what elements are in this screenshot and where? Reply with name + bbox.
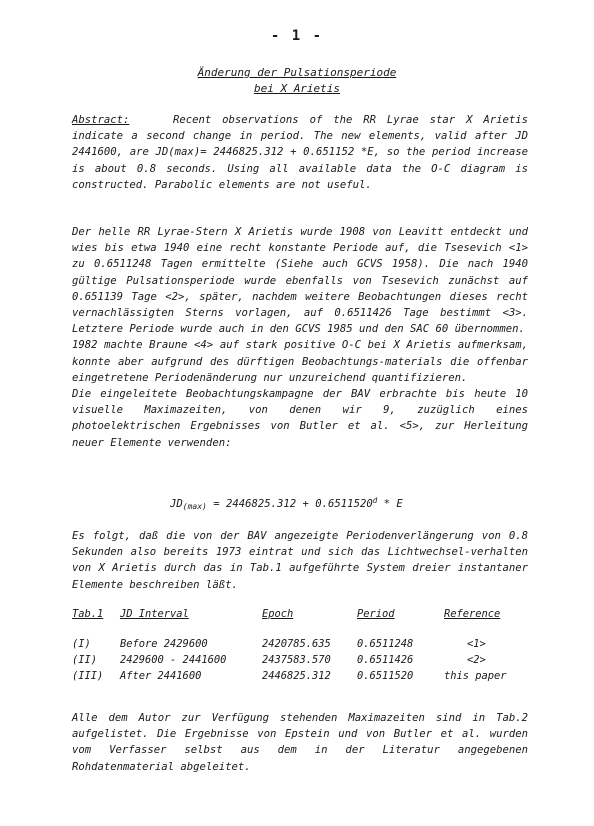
table-header-row <box>72 608 532 624</box>
table-cell: 2446825.312 <box>262 670 331 682</box>
page-number: - 1 - <box>270 28 324 44</box>
table-cell: After 2441600 <box>120 670 202 682</box>
body-paragraph-2: Es folgt, daß die von der BAV angezeigte Periodenverlängerung von 0.8 Sekunden also bereits 1973 eintrat und sich das Lichtwechsel-verhalten von X Arietis durch das in Tab.1 aufgeführte System dreier instantaner Elemente beschreiben läßt. <box>72 530 528 591</box>
paragraph-discovery: Der helle RR Lyrae-Stern X Arietis wurde 1908 von Leavitt entdeckt und wies bis etwa 1940 eine recht konstante Periode auf, die Tsesevich <1> zu 0.6511248 Tagen ermittelte (Siehe auch GCVS 1958). Die nach 1940 gültige Pulsationsperiode wurde ebenfalls von Tsesevich zunächst auf 0.651139 Tage <2>, später, nachdem weitere Beobachtungen dieses recht vernachlässigten Sterns vorlagen, auf 0.6511426 Tage bestimmt <3>. Letztere Periode wurde auch in den GCVS 1985 und den SAC 60 übernommen. <box>72 226 528 336</box>
formula-rhs: = 2446825.312 + 0.6511520 <box>213 498 373 510</box>
col-header-epoch: Epoch <box>262 608 294 620</box>
table-cell: 0.6511426 <box>357 654 414 666</box>
abstract-label: Abstract: <box>72 114 130 126</box>
table-cell: 2429600 - 2441600 <box>120 654 227 666</box>
abstract <box>72 112 528 193</box>
table-label: Tab.1 <box>72 608 104 620</box>
col-header-interval: JD Interval <box>120 608 189 620</box>
formula-tail: * E <box>383 498 403 510</box>
abstract-text: Recent observations of the RR Lyrae star X Arietis indicate a second change in period. The new elements, valid after JD 2441600, are JD(max)= 2446825.312 + 0.651152 *E, so the period increase is about 0.8 seconds. Using all available data the O-C diagram is constructed. Parabolic elements are not useful. <box>72 114 528 191</box>
body-paragraph-1 <box>72 224 528 451</box>
paragraph-braune: 1982 machte Braune <4> auf stark positive O-C bei X Arietis aufmerksam, konnte aber aufgrund des dürftigen Beobachtungs-materials die offenbar eingetretene Periodenänderung nur unzureichend quantifizieren. <box>72 339 528 384</box>
elements-formula <box>170 496 550 511</box>
col-header-period: Period <box>357 608 395 620</box>
table-cell: <1> <box>467 638 486 650</box>
table-cell: (II) <box>72 654 98 666</box>
table-row <box>72 638 532 654</box>
body-paragraph-3: Alle dem Autor zur Verfügung stehenden Maximazeiten sind in Tab.2 aufgelistet. Die Ergebnisse von Epstein und von Butler et al. wurden vom Verfasser selbst aus dem in der Literatur angegebenen Rohdatenmaterial abgeleitet. <box>72 712 528 773</box>
table-cell: this paper <box>444 670 507 682</box>
table-row <box>72 654 532 670</box>
table-cell: 2420785.635 <box>262 638 331 650</box>
table-cell: 2437583.570 <box>262 654 331 666</box>
paragraph-campaign: Die eingeleitete Beobachtungskampagne der BAV erbrachte bis heute 10 visuelle Maximazeiten, von denen wir 9, zuzüglich eines photoelektrischen Ergebnisses von Butler et al. <5>, zur Herleitung neuer Elemente verwenden: <box>72 388 528 449</box>
table-cell: (I) <box>72 638 91 650</box>
table-cell: Before 2429600 <box>120 638 208 650</box>
table-cell: (III) <box>72 670 104 682</box>
title-line-2: bei X Arietis <box>253 82 341 95</box>
table-cell: 0.6511248 <box>357 638 414 650</box>
formula-rhs-sup: d <box>372 496 378 505</box>
table-cell: 0.6511520 <box>357 670 414 682</box>
title-line-1: Änderung der Pulsationsperiode <box>197 66 397 79</box>
elements-table <box>72 608 532 686</box>
formula-lhs: JD <box>170 498 183 510</box>
formula-lhs-sub: (max) <box>182 502 207 511</box>
table-row <box>72 670 532 686</box>
table-cell: <2> <box>467 654 486 666</box>
col-header-reference: Reference <box>444 608 501 620</box>
